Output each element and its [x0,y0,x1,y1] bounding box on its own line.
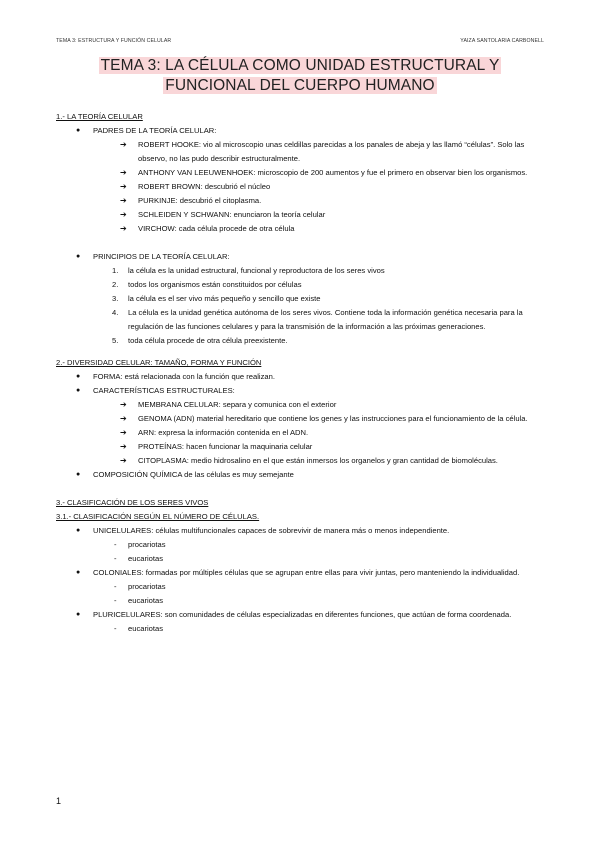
bullet-coloniales: ● COLONIALES: formadas por múltiples células que se agrupan entre ellas para vivir juntas, pero manteniendo la individualidad. [56,566,546,580]
bullet-icon: ● [76,527,81,534]
list-item: - procariotas [114,582,166,591]
page-number: 1 [56,796,62,806]
list-item: ➔ MEMBRANA CELULAR: separa y comunica con el exterior [56,398,546,412]
list-item: ➔ PURKINJE: descubrió el citoplasma. [56,194,546,208]
section-1-heading: 1.- LA TEORÍA CELULAR [56,112,143,121]
list-item: - eucariotas [114,624,164,633]
bullet-icon: ● [76,569,81,576]
list-item: ➔ GENOMA (ADN) material hereditario que contiene los genes y las instrucciones para el funcionamiento de la célula. [56,412,546,426]
list-item: ➔ ROBERT BROWN: descubrió el núcleo [56,180,546,194]
arrow-icon: ➔ [120,414,127,423]
list-item: ➔ ROBERT HOOKE: vio al microscopio unas celdillas parecidas a los panales de abeja y las llamó “células”. Solo las observo, no las pudo describir estructuralmente. [120,140,525,163]
list-item: 4. La célula es la unidad genética autónoma de los seres vivos. Contiene toda la información genética necesaria para la regulación de las funciones celulares y para la transmisión de la información a las próximas generaciones. [112,308,523,331]
document-title [0,56,600,96]
bullet-icon: ● [76,253,81,260]
section-2-heading: 2.- DIVERSIDAD CELULAR: TAMAÑO, FORMA Y FUNCIÓN [56,358,262,367]
bullet-padres: ● PADRES DE LA TEORÍA CELULAR: [56,124,546,138]
section-3-heading: 3.- CLASIFICACIÓN DE LOS SERES VIVOS [56,498,209,507]
list-item: ➔ ANTHONY VAN LEEUWENHOEK: microscopio de 200 aumentos y fue el primero en observar bien los organismos. [56,166,546,180]
bullet-caracteristicas: ● CARACTERÍSTICAS ESTRUCTURALES: [56,384,546,398]
list-item: 2. todos los organismos están constituidos por células [112,280,302,289]
list-item: 1. la célula es la unidad estructural, funcional y reproductora de los seres vivos [112,266,385,275]
bullet-composicion: ● COMPOSICIÓN QUÍMICA de las células es muy semejante [56,468,546,482]
section-3-1-heading: 3.1.- CLASIFICACIÓN SEGÚN EL NÚMERO DE CÉLULAS. [56,512,260,521]
arrow-icon: ➔ [120,210,127,219]
list-item: - eucariotas [114,554,164,563]
header-right: YAIZA SANTOLARIA CARBONELL [460,38,544,44]
arrow-icon: ➔ [120,400,127,409]
list-item: ➔ PROTEÍNAS: hacen funcionar la maquinaria celular [56,440,546,454]
bullet-principios: ● PRINCIPIOS DE LA TEORÍA CELULAR: [56,250,546,264]
header-left: TEMA 3: ESTRUCTURA Y FUNCIÓN CELULAR [56,38,172,44]
bullet-unicelulares: ● UNICELULARES: células multifuncionales capaces de sobrevivir de manera más o menos independiente. [56,524,546,538]
bullet-pluricelulares: ● PLURICELULARES: son comunidades de células especializadas en diferentes funciones, que actúan de forma coordenada. [56,608,546,622]
bullet-forma: ● FORMA: está relacionada con la función que realizan. [56,370,546,384]
list-item: - procariotas [114,540,166,549]
bullet-icon: ● [76,373,81,380]
arrow-icon: ➔ [120,442,127,451]
list-item: ➔ SCHLEIDEN Y SCHWANN: enunciaron la teoría celular [56,208,546,222]
bullet-icon: ● [76,387,81,394]
list-item: ➔ ARN: expresa la información contenida en el ADN. [56,426,546,440]
list-item: ➔ VIRCHOW: cada célula procede de otra célula [56,222,546,236]
arrow-icon: ➔ [120,182,127,191]
list-item: ➔ CITOPLASMA: medio hidrosalino en el que están inmersos los organelos y gran cantidad de biomoléculas. [56,454,546,468]
bullet-icon: ● [76,611,81,618]
arrow-icon: ➔ [120,140,127,149]
arrow-icon: ➔ [120,456,127,465]
arrow-icon: ➔ [120,168,127,177]
bullet-icon: ● [76,471,81,478]
list-item: 5. toda célula procede de otra célula preexistente. [112,336,288,345]
bullet-icon: ● [76,127,81,134]
document-body [56,110,546,636]
arrow-icon: ➔ [120,428,127,437]
arrow-icon: ➔ [120,224,127,233]
list-item: - eucariotas [114,596,164,605]
title-line-1: TEMA 3: LA CÉLULA COMO UNIDAD ESTRUCTURAL Y [100,57,500,74]
title-line-2: FUNCIONAL DEL CUERPO HUMANO [165,77,435,94]
arrow-icon: ➔ [120,196,127,205]
list-item: 3. la célula es el ser vivo más pequeño y sencillo que existe [112,294,321,303]
